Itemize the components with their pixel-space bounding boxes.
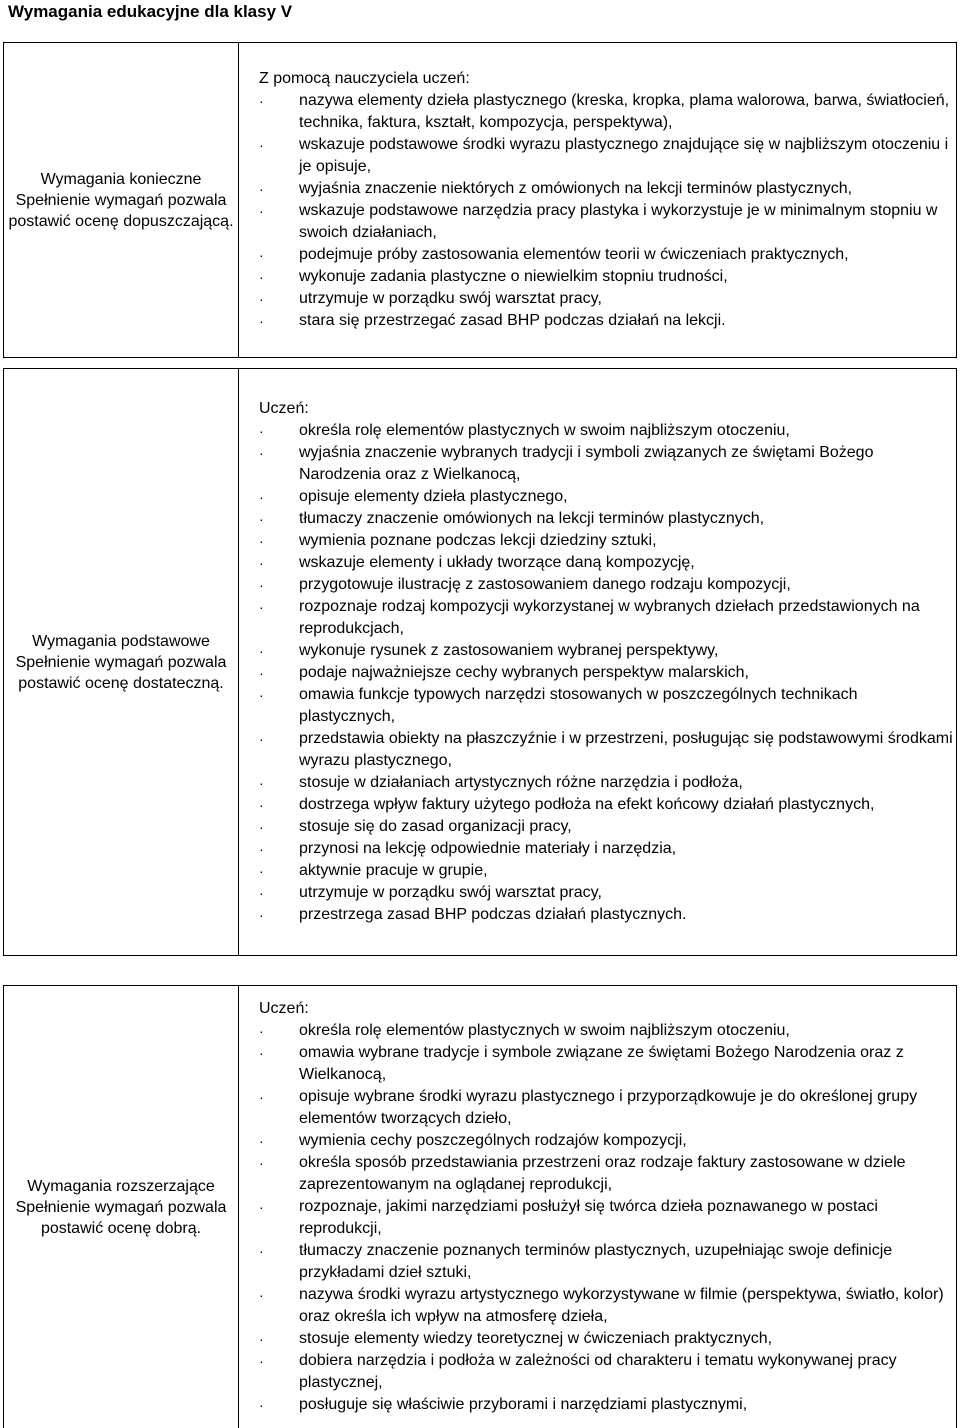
list-item: · aktywnie pracuje w grupie, [239,860,956,882]
list-item: · przedstawia obiekty na płaszczyźnie i w przestrzeni, posługując się podstawowymi środkami wyrazu plastycznego, [239,728,956,772]
list-item: · opisuje wybrane środki wyrazu plastycznego i przyporządkowuje je do określonej grupy elementów tworzących dzieło, [239,1086,956,1130]
list-item: · posługuje się właściwie przyborami i narzędziami plastycznymi, [239,1394,956,1416]
requirements-list [239,90,956,332]
list-item: · dobiera narzędzia i podłoża w zależności od charakteru i tematu wykonywanej pracy plastycznej, [239,1350,956,1394]
list-item: · nazywa środki wyrazu artystycznego wykorzystywane w filmie (perspektywa, światło, kolor) oraz określa ich wpływ na atmosferę dzieła, [239,1284,956,1328]
list-item: · wskazuje podstawowe środki wyrazu plastycznego znajdujące się w najbliższym otoczeniu i je opisuje, [239,134,956,178]
list-item: · wymienia poznane podczas lekcji dziedziny sztuki, [239,530,956,552]
list-item: · wymienia cechy poszczególnych rodzajów kompozycji, [239,1130,956,1152]
list-item: · określa rolę elementów plastycznych w swoim najbliższym otoczeniu, [239,1020,956,1042]
list-item: · określa sposób przedstawiania przestrzeni oraz rodzaje faktury zastosowane w dziele zaprezentowanym na oglądanej reprodukcji, [239,1152,956,1196]
requirements-table-konieczne [3,42,957,358]
list-item: · określa rolę elementów plastycznych w swoim najbliższym otoczeniu, [239,420,956,442]
list-item: · przynosi na lekcję odpowiednie materiały i narzędzia, [239,838,956,860]
list-item: · opisuje elementy dzieła plastycznego, [239,486,956,508]
list-item: · rozpoznaje rodzaj kompozycji wykorzystanej w wybranych dziełach przedstawionych na reprodukcjach, [239,596,956,640]
requirements-cell [239,986,957,1428]
level-title: Wymagania podstawowe [32,632,210,650]
list-item: · dostrzega wpływ faktury użytego podłoża na efekt końcowy działań plastycznych, [239,794,956,816]
list-item: · stosuje elementy wiedzy teoretycznej w ćwiczeniach praktycznych, [239,1328,956,1350]
requirements-list [239,1020,956,1416]
page-title: Wymagania edukacyjne dla klasy V [8,2,293,21]
list-item: · wskazuje podstawowe narzędzia pracy plastyka i wykorzystuje je w minimalnym stopniu w swoich działaniach, [239,200,956,244]
list-item: · nazywa elementy dzieła plastycznego (kreska, kropka, plama walorowa, barwa, światłocień, technika, faktura, kształt, kompozycja, perspektywa), [239,90,956,134]
list-item: · rozpoznaje, jakimi narzędziami posłużył się twórca dzieła poznawanego w postaci reprodukcji, [239,1196,956,1240]
list-item: · wyjaśnia znaczenie wybranych tradycji i symboli związanych ze świętami Bożego Narodzenia oraz z Wielkanocą, [239,442,956,486]
level-description: Spełnienie wymagań pozwala postawić ocenę dostateczną. [15,653,227,692]
list-item: · podejmuje próby zastosowania elementów teorii w ćwiczeniach praktycznych, [239,244,956,266]
list-item: · przygotowuje ilustrację z zastosowaniem danego rodzaju kompozycji, [239,574,956,596]
level-description: Spełnienie wymagań pozwala postawić ocenę dobrą. [15,1198,227,1237]
requirements-table-rozszerzajace [3,985,957,1428]
list-item: · wykonuje zadania plastyczne o niewielkim stopniu trudności, [239,266,956,288]
requirements-intro: Z pomocą nauczyciela uczeń: [259,70,470,87]
list-item: · wykonuje rysunek z zastosowaniem wybranej perspektywy, [239,640,956,662]
requirements-intro: Uczeń: [259,400,309,417]
list-item: · tłumaczy znaczenie omówionych na lekcji terminów plastycznych, [239,508,956,530]
list-item: · wyjaśnia znaczenie niektórych z omówionych na lekcji terminów plastycznych, [239,178,956,200]
list-item: · utrzymuje w porządku swój warsztat pracy, [239,288,956,310]
list-item: · omawia wybrane tradycje i symbole związane ze świętami Bożego Narodzenia oraz z Wielkanocą, [239,1042,956,1086]
requirements-cell [239,369,957,956]
list-item: · stara się przestrzegać zasad BHP podczas działań na lekcji. [239,310,956,332]
list-item: · podaje najważniejsze cechy wybranych perspektyw malarskich, [239,662,956,684]
list-item: · tłumaczy znaczenie poznanych terminów plastycznych, uzupełniając swoje definicje przykładami dzieł sztuki, [239,1240,956,1284]
requirements-intro: Uczeń: [259,1000,309,1017]
requirements-list [239,420,956,926]
level-cell [4,369,239,956]
level-cell [4,986,239,1428]
list-item: · omawia funkcje typowych narzędzi stosowanych w poszczególnych technikach plastycznych, [239,684,956,728]
requirements-cell [239,43,957,358]
level-title: Wymagania rozszerzające [27,1177,215,1195]
list-item: · stosuje się do zasad organizacji pracy, [239,816,956,838]
level-description: Spełnienie wymagań pozwala postawić ocenę dopuszczającą. [8,191,234,230]
list-item: · utrzymuje w porządku swój warsztat pracy, [239,882,956,904]
list-item: · stosuje w działaniach artystycznych różne narzędzia i podłoża, [239,772,956,794]
list-item: · wskazuje elementy i układy tworzące daną kompozycję, [239,552,956,574]
level-title: Wymagania konieczne [40,170,202,188]
requirements-table-podstawowe [3,368,957,956]
list-item: · przestrzega zasad BHP podczas działań plastycznych. [239,904,956,926]
level-cell [4,43,239,358]
